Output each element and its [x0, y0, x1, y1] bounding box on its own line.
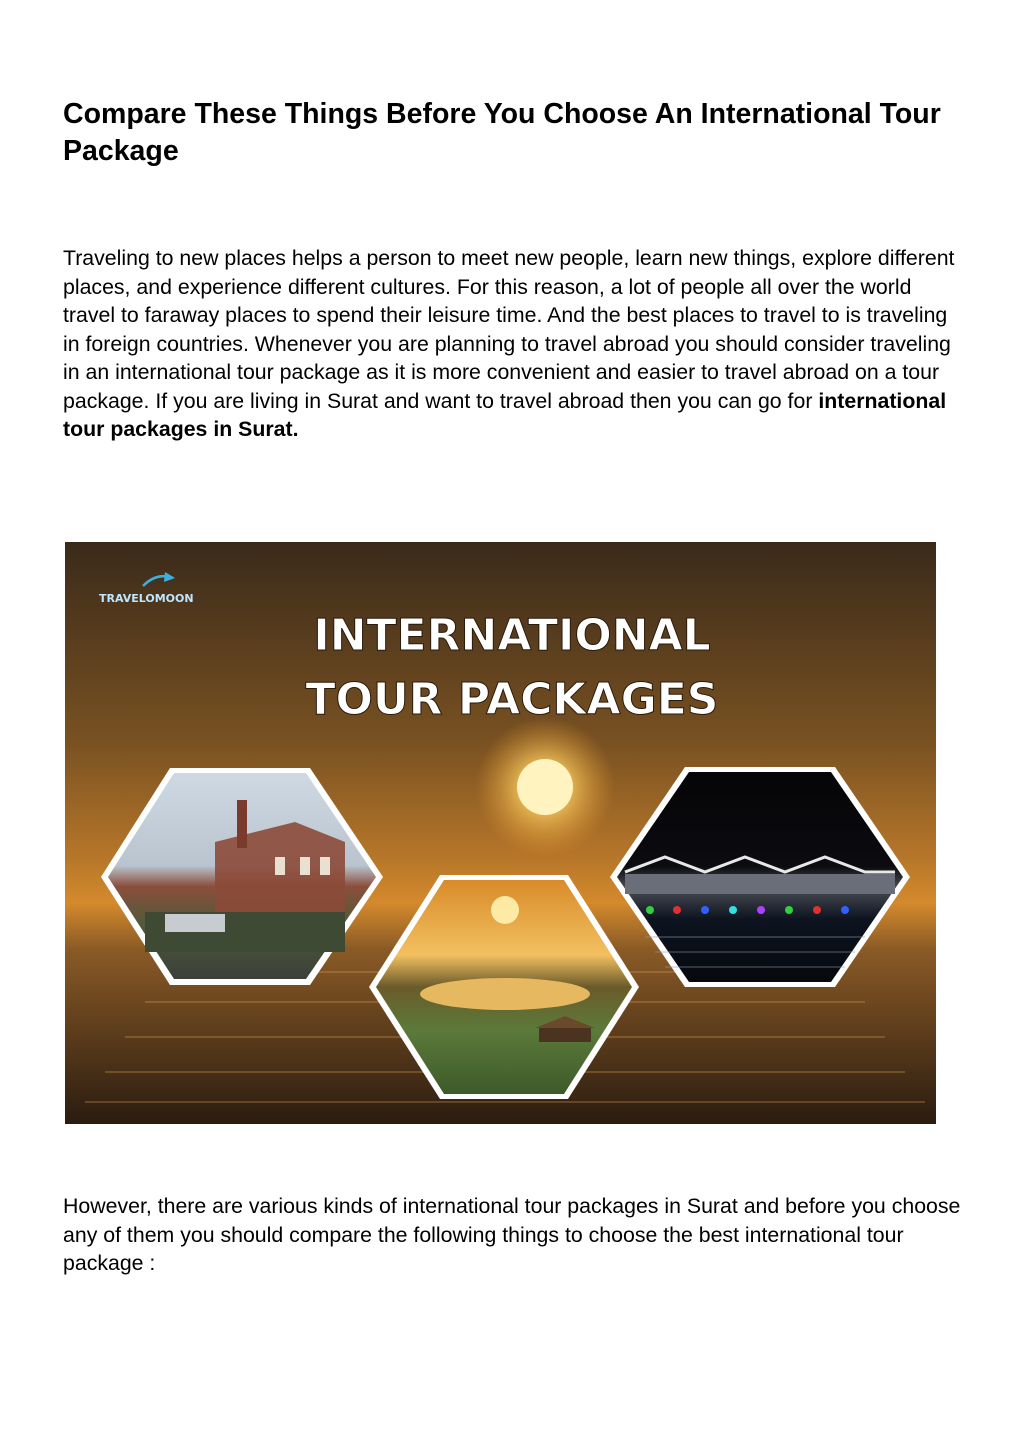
page-title: Compare These Things Before You Choose An International Tour Package	[63, 98, 941, 167]
banner-heading-line2: TOUR PACKAGES	[305, 674, 719, 725]
intro-paragraph	[63, 244, 968, 444]
logo-text: TRAVELOMOON	[99, 592, 194, 605]
closing-paragraph: However, there are various kinds of international tour packages in Surat and before you choose any of them you should compare the following things to choose the best international tour package :	[63, 1194, 961, 1275]
banner-heading-line1: INTERNATIONAL	[313, 610, 711, 661]
sun	[517, 759, 573, 815]
intro-bold-keyword: international tour packages in Surat.	[63, 388, 947, 441]
banner-image	[65, 542, 936, 1124]
intro-text: Traveling to new places helps a person to meet new people, learn new things, explore different places, and experience different cultures. For this reason, a lot of people all over the world travel to faraway places to spend their leisure time. And the best places to travel to is traveling in foreign countries. Whenever you are planning to travel abroad you should consider traveling in an international tour package as it is more convenient and easier to travel abroad on a tour package. If you are living in Surat and want to travel abroad then you can go for	[63, 246, 955, 413]
